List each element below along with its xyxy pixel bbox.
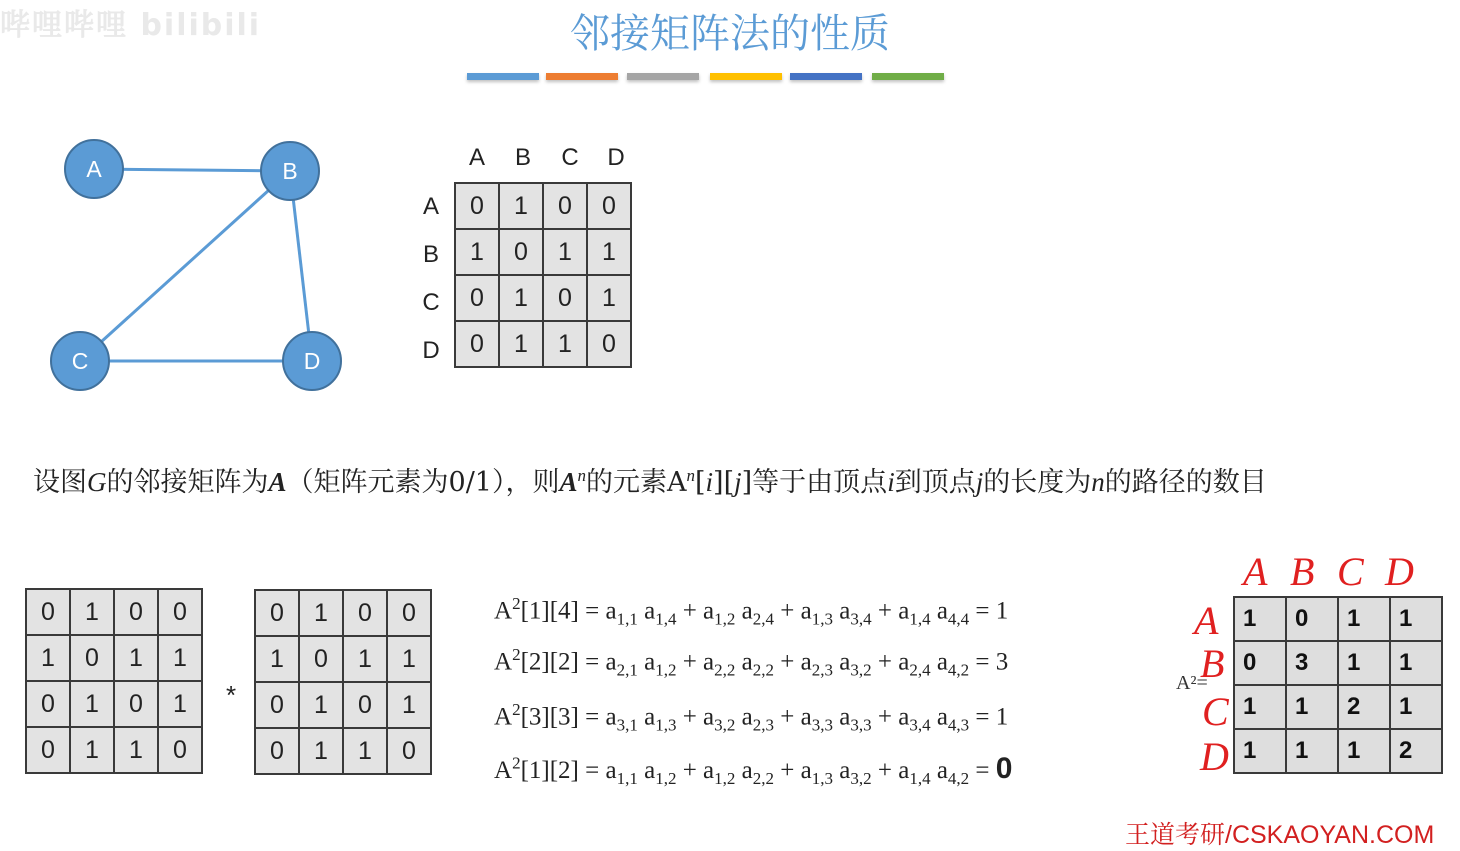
term-subscript: 3,1: [616, 715, 638, 735]
term-subscript: 2,3: [752, 715, 775, 735]
matrix-cell: 2: [1390, 729, 1442, 773]
matrix-cell: 0: [1286, 597, 1338, 641]
matrix-cell: 2: [1338, 685, 1390, 729]
term-subscript: 2,2: [714, 660, 736, 680]
matrix-cell: 1: [70, 589, 114, 635]
matrix-row: [26, 635, 202, 681]
term-subscript: 1,3: [811, 609, 833, 629]
stmt-var: A: [559, 467, 578, 497]
plus-sign: +: [774, 703, 801, 731]
matrix-cell: 1: [299, 590, 343, 636]
term-a: a: [930, 597, 948, 625]
equation-index: [1][4] =: [520, 597, 606, 625]
term-a: a: [735, 757, 753, 784]
term-subscript: 1,3: [655, 715, 677, 735]
term-a: a: [637, 703, 656, 731]
equation-lhs: A: [494, 703, 513, 731]
stmt-var: j: [975, 467, 984, 497]
equation-result: = 3: [969, 648, 1009, 676]
row-header-B: B: [422, 241, 439, 268]
matrix-cell: 0: [26, 589, 70, 635]
matrix-cell: 0: [255, 590, 299, 636]
stmt-var: j: [734, 467, 742, 497]
term-subscript: 4,4: [947, 609, 970, 629]
matrix-cell: 1: [387, 682, 431, 728]
matrix-cell: 1: [114, 635, 158, 681]
matrix-cell: 1: [499, 321, 543, 367]
term-a: a: [832, 648, 851, 676]
matrix-cell: 1: [587, 275, 631, 321]
matrix-cell: 1: [1338, 729, 1390, 773]
term-subscript: 4,2: [947, 660, 970, 680]
matrix-cell: 0: [158, 727, 202, 773]
term-a: a: [637, 757, 656, 784]
equation-power: 2: [512, 594, 521, 613]
matrix-row: [1234, 597, 1442, 641]
matrix-cell: 0: [543, 183, 587, 229]
matrix-cell: 1: [255, 636, 299, 682]
matrix-row: [255, 728, 431, 774]
plus-sign: +: [774, 648, 801, 676]
term-a: a: [703, 703, 715, 731]
row-header-D: D: [422, 337, 440, 364]
equation-result: = 1: [969, 597, 1009, 625]
matrix-cell: 0: [587, 183, 631, 229]
handwritten-col-A: A: [1243, 549, 1268, 594]
term-a: a: [605, 703, 617, 731]
plus-sign: +: [871, 648, 899, 676]
matrix-cell: 0: [26, 727, 70, 773]
graph-node-label-C: C: [71, 348, 89, 374]
term-a: a: [930, 703, 948, 731]
matrix-cell: 1: [543, 229, 587, 275]
plus-sign: +: [774, 597, 801, 625]
handwritten-row-C: C: [1202, 689, 1229, 734]
stmt-part: 的元素A: [585, 467, 687, 498]
stmt-part: 的长度为: [983, 467, 1092, 498]
matrix-cell: 0: [299, 636, 343, 682]
equation-power: 2: [512, 753, 521, 773]
handwritten-col-B: B: [1290, 549, 1315, 594]
graph-node-label-B: B: [282, 158, 298, 184]
stmt-var: i: [887, 467, 895, 497]
term-a: a: [703, 757, 715, 784]
matrix-cell: 1: [114, 727, 158, 773]
adjacency-matrix: [454, 182, 632, 368]
term-a: a: [637, 597, 656, 625]
matrix-cell: 1: [158, 681, 202, 727]
stmt-part: （矩阵元素为0/1），则: [286, 467, 560, 498]
term-subscript: 1,1: [616, 769, 638, 788]
plus-sign: +: [774, 757, 801, 784]
matrix-row: [255, 636, 431, 682]
matrix-cell: 1: [499, 275, 543, 321]
col-header-B: B: [514, 144, 531, 171]
term-a: a: [800, 597, 812, 625]
term-subscript: 4,2: [947, 769, 970, 788]
footer-brand: 王道考研/CSKAOYAN.COM: [1125, 821, 1435, 849]
term-a: a: [800, 648, 812, 676]
plus-sign: +: [676, 757, 704, 784]
matrix-row: [1234, 685, 1442, 729]
term-subscript: 2,4: [909, 660, 931, 680]
term-a: a: [605, 597, 617, 625]
equation-result: = 1: [969, 703, 1009, 731]
term-subscript: 1,2: [655, 660, 677, 680]
term-a: a: [703, 648, 715, 676]
stmt-var: G: [87, 467, 107, 497]
matrix-cell: 1: [587, 229, 631, 275]
plus-sign: +: [871, 757, 899, 784]
term-a: a: [703, 597, 715, 625]
matrix-row: [455, 183, 631, 229]
matrix-cell: 0: [26, 681, 70, 727]
term-subscript: 2,1: [616, 660, 638, 680]
matrix-cell: 1: [1390, 685, 1442, 729]
matrix-cell: 0: [343, 590, 387, 636]
matrix-cell: 0: [387, 590, 431, 636]
matrix-cell: 0: [158, 589, 202, 635]
matrix-cell: 1: [26, 635, 70, 681]
equation-index: [3][3] =: [520, 703, 606, 731]
matrix-row: [255, 590, 431, 636]
term-a: a: [637, 648, 656, 676]
slide-title: 邻接矩阵法的性质: [570, 11, 890, 57]
matrix-cell: 0: [499, 229, 543, 275]
term-subscript: 1,4: [655, 609, 677, 629]
equation-power: 2: [512, 645, 521, 664]
col-header-D: D: [607, 144, 625, 171]
matrix-cell: 1: [1390, 641, 1442, 685]
matrix-cell: 1: [1286, 685, 1338, 729]
matrix-cell: 0: [455, 275, 499, 321]
matrix-row: [1234, 641, 1442, 685]
matrix-row: [1234, 729, 1442, 773]
equation-index: [2][2] =: [520, 648, 606, 676]
equation-line: [494, 594, 1008, 629]
term-subscript: 2,2: [752, 660, 775, 680]
handwritten-row-A: A: [1194, 598, 1219, 643]
matrix-row: [26, 727, 202, 773]
graph-node-label-A: A: [86, 156, 102, 182]
term-subscript: 2,4: [752, 609, 775, 629]
stmt-var: i: [705, 467, 714, 497]
matrix-cell: 0: [114, 681, 158, 727]
equation-line: [494, 645, 1008, 680]
matrix-row: [255, 682, 431, 728]
term-subscript: 3,2: [850, 769, 872, 788]
term-a: a: [735, 703, 753, 731]
matrix-cell: 0: [455, 321, 499, 367]
term-a: a: [832, 703, 851, 731]
graph-node-label-D: D: [303, 348, 321, 374]
matrix-cell: 3: [1286, 641, 1338, 685]
equation-lhs: A: [494, 757, 513, 784]
equation-line: [494, 752, 1012, 789]
matrix-cell: 1: [1234, 597, 1286, 641]
stmt-part: ][: [713, 467, 735, 498]
right-operand-matrix: [254, 589, 432, 775]
plus-sign: +: [676, 648, 704, 676]
term-subscript: 4,3: [947, 715, 970, 735]
handwritten-col-C: C: [1337, 549, 1364, 594]
equation-lhs: A: [494, 648, 513, 676]
equation-result: =: [969, 757, 996, 784]
plus-sign: +: [676, 597, 704, 625]
left-operand-matrix: [25, 588, 203, 774]
term-a: a: [605, 757, 617, 784]
matrix-cell: 0: [114, 589, 158, 635]
term-subscript: 3,4: [850, 609, 872, 629]
term-a: a: [898, 597, 910, 625]
matrix-cell: 0: [255, 682, 299, 728]
handwritten-answer: 0: [995, 752, 1013, 785]
matrix-cell: 1: [1338, 641, 1390, 685]
matrix-cell: 0: [387, 728, 431, 774]
term-subscript: 2,3: [811, 660, 833, 680]
stmt-part: 设图: [33, 467, 87, 498]
handwritten-col-D: D: [1385, 549, 1414, 594]
watermark: 哔哩哔哩 bilibili: [0, 8, 262, 43]
result-matrix-label: A²=: [1176, 672, 1208, 694]
term-subscript: 3,4: [909, 715, 931, 735]
equation-power: 2: [512, 700, 521, 719]
term-subscript: 1,2: [714, 769, 736, 788]
term-a: a: [930, 648, 948, 676]
matrix-cell: 1: [1390, 597, 1442, 641]
equation-line: [494, 700, 1008, 735]
matrix-row: [455, 275, 631, 321]
term-a: a: [898, 648, 910, 676]
term-a: a: [735, 648, 753, 676]
matrix-cell: 1: [1234, 685, 1286, 729]
stmt-var: A: [268, 467, 287, 497]
col-header-C: C: [561, 144, 579, 171]
matrix-cell: 1: [299, 682, 343, 728]
plus-sign: +: [676, 703, 704, 731]
matrix-cell: 1: [387, 636, 431, 682]
term-a: a: [930, 757, 948, 784]
term-subscript: 3,3: [850, 715, 872, 735]
term-subscript: 3,2: [850, 660, 872, 680]
stmt-var: n: [577, 466, 586, 485]
stmt-part: 的邻接矩阵为: [106, 467, 269, 498]
term-subscript: 1,3: [811, 769, 833, 788]
matrix-cell: 0: [455, 183, 499, 229]
matrix-cell: 1: [343, 728, 387, 774]
stmt-part: 到顶点: [894, 467, 976, 498]
matrix-cell: 0: [587, 321, 631, 367]
matrix-cell: 1: [543, 321, 587, 367]
col-header-A: A: [468, 144, 485, 171]
matrix-cell: 1: [70, 681, 114, 727]
matrix-row: [26, 681, 202, 727]
term-subscript: 2,2: [752, 769, 775, 788]
equation-lhs: A: [494, 597, 513, 625]
row-header-C: C: [422, 289, 440, 316]
matrix-cell: 0: [70, 635, 114, 681]
term-subscript: 1,2: [714, 609, 736, 629]
term-a: a: [605, 648, 617, 676]
equation-index: [1][2] =: [520, 757, 606, 784]
matrix-cell: 1: [1234, 729, 1286, 773]
plus-sign: +: [871, 703, 899, 731]
term-a: a: [832, 757, 851, 784]
matrix-cell: 1: [70, 727, 114, 773]
matrix-row: [26, 589, 202, 635]
term-subscript: 1,4: [909, 769, 931, 788]
row-header-A: A: [422, 193, 439, 220]
handwritten-row-D: D: [1200, 734, 1229, 779]
property-statement: [33, 460, 1267, 499]
stmt-var: n: [686, 466, 695, 485]
term-subscript: 1,4: [909, 609, 931, 629]
matrix-row: [455, 229, 631, 275]
term-subscript: 1,1: [616, 609, 638, 629]
stmt-part: [: [694, 467, 706, 498]
term-subscript: 3,3: [811, 715, 833, 735]
stmt-part: 的路径的数目: [1104, 467, 1267, 498]
term-a: a: [735, 597, 753, 625]
matrix-cell: 1: [499, 183, 543, 229]
matrix-cell: 1: [158, 635, 202, 681]
matrix-cell: 1: [1338, 597, 1390, 641]
term-subscript: 1,2: [655, 769, 677, 788]
term-a: a: [800, 757, 812, 784]
stmt-var: n: [1091, 467, 1105, 497]
handwritten-row-B: B: [1200, 641, 1225, 686]
term-a: a: [800, 703, 812, 731]
matrix-cell: 0: [343, 682, 387, 728]
matrix-cell: 1: [299, 728, 343, 774]
graph-edge-B-C: [80, 171, 290, 361]
stmt-part: ]等于由顶点: [741, 467, 888, 498]
multiply-sign: *: [226, 680, 237, 710]
matrix-cell: 1: [455, 229, 499, 275]
term-a: a: [898, 703, 910, 731]
matrix-row: [455, 321, 631, 367]
matrix-cell: 0: [1234, 641, 1286, 685]
matrix-cell: 1: [343, 636, 387, 682]
plus-sign: +: [871, 597, 899, 625]
result-matrix: [1233, 596, 1443, 774]
term-a: a: [832, 597, 851, 625]
term-a: a: [898, 757, 910, 784]
matrix-cell: 1: [1286, 729, 1338, 773]
matrix-cell: 0: [543, 275, 587, 321]
matrix-cell: 0: [255, 728, 299, 774]
term-subscript: 3,2: [714, 715, 736, 735]
